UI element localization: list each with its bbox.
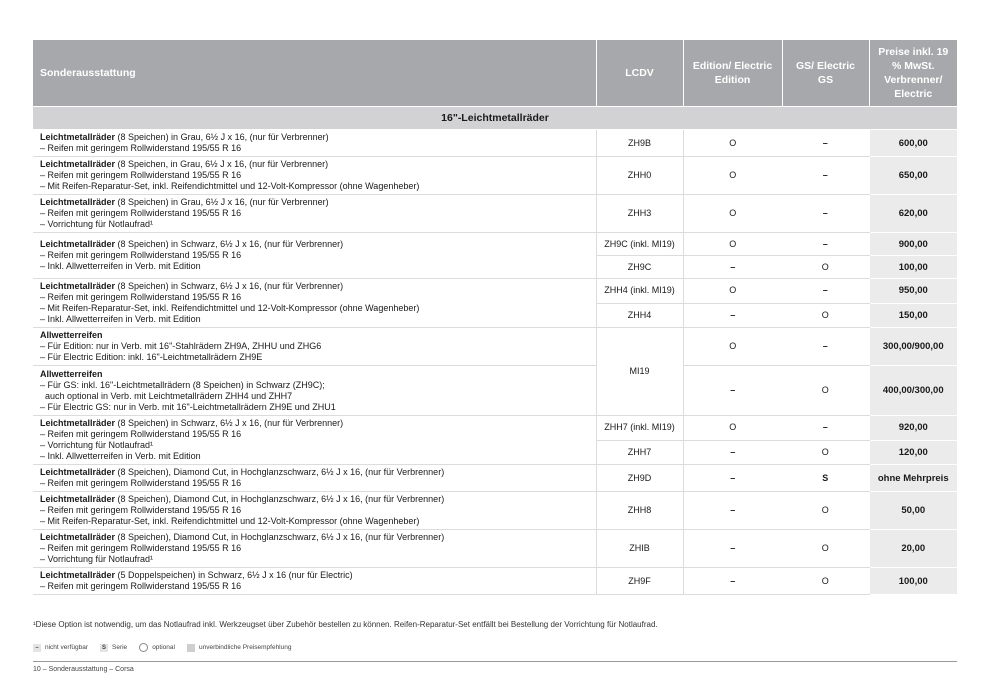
option-spec: (8 Speichen), Diamond Cut, in Hochglanzschwarz, 6½ J x 16, (nur für Verbrenner): [115, 467, 445, 477]
edition-availability: –: [683, 366, 782, 416]
legend-serie-symbol: S: [101, 644, 106, 651]
edition-availability: O: [683, 233, 782, 256]
gs-availability: –: [782, 279, 869, 304]
option-description: [33, 366, 596, 416]
option-detail-line: – Reifen mit geringem Rollwiderstand 195/55 R 16: [40, 429, 242, 439]
option-description: [33, 492, 596, 530]
header-lcdv: LCDV: [596, 40, 683, 107]
option-detail-line: – Für Electric GS: nur in Verb. mit 16"-Leichtmetallrädern ZH9E und ZHU1: [40, 401, 336, 412]
option-detail-line: – Reifen mit geringem Rollwiderstand 195/55 R 16: [40, 143, 242, 153]
option-description: [33, 233, 596, 279]
option-detail-line: – Inkl. Allwetterreifen in Verb. mit Edition: [40, 261, 201, 271]
price-table-sheet: [33, 40, 957, 595]
gs-availability: O: [782, 530, 869, 568]
gs-availability: –: [782, 328, 869, 366]
option-title: Leichtmetallräder: [40, 418, 116, 428]
table-row: [33, 492, 957, 530]
price-cell: 150,00: [869, 303, 957, 328]
option-description: [33, 130, 596, 157]
option-detail-line: – Mit Reifen-Reparatur-Set, inkl. Reifendichtmittel und 12-Volt-Kompressor (ohne Wagenheber): [40, 181, 420, 191]
legend-dash-symbol: –: [33, 644, 41, 652]
gs-availability: –: [782, 130, 869, 157]
lcdv-code: ZHH7 (inkl. MI19): [596, 416, 683, 441]
legend-price-label: unverbindliche Preisempfehlung: [198, 644, 292, 651]
option-detail-line: – Inkl. Allwetterreifen in Verb. mit Edition: [40, 314, 201, 324]
option-spec: (8 Speichen) in Schwarz, 6½ J x 16, (nur für Verbrenner): [115, 418, 344, 428]
option-spec: (8 Speichen, in Grau, 6½ J x 16, (nur für Verbrenner): [115, 159, 329, 169]
option-description: [33, 279, 596, 328]
lcdv-code: MI19: [596, 328, 683, 416]
option-spec: (8 Speichen) in Schwarz, 6½ J x 16, (nur für Verbrenner): [115, 239, 344, 249]
footnote: ¹Diese Option ist notwendig, um das Notlaufrad inkl. Werkzeugset über Zubehör bestellen zu können. Reifen-Reparatur-Set entfällt bei Bestellung der Vorrichtung für Notlaufrad.: [33, 620, 658, 629]
gs-availability: O: [782, 568, 869, 595]
price-cell: 620,00: [869, 195, 957, 233]
edition-availability: O: [683, 416, 782, 441]
price-cell: 950,00: [869, 279, 957, 304]
gs-availability: O: [782, 303, 869, 328]
option-detail-line: – Reifen mit geringem Rollwiderstand 195/55 R 16: [40, 292, 242, 302]
option-spec: (8 Speichen) in Grau, 6½ J x 16, (nur für Verbrenner): [115, 132, 329, 142]
option-detail-line: – Reifen mit geringem Rollwiderstand 195/55 R 16: [40, 543, 242, 553]
lcdv-code: ZHH8: [596, 492, 683, 530]
option-description: [33, 568, 596, 595]
table-row: [33, 157, 957, 195]
option-detail-line: – Inkl. Allwetterreifen in Verb. mit Edition: [40, 451, 201, 461]
options-price-table: [33, 40, 957, 595]
header-edition: Edition/ Electric Edition: [683, 40, 782, 107]
option-detail-line: – Vorrichtung für Notlaufrad¹: [40, 554, 154, 564]
option-spec: (5 Doppelspeichen) in Schwarz, 6½ J x 16 (nur für Electric): [115, 570, 353, 580]
section-title: 16"-Leichtmetallräder: [33, 107, 957, 130]
price-cell: ohne Mehrpreis: [869, 465, 957, 492]
option-description: [33, 465, 596, 492]
option-title: Allwetterreifen: [40, 330, 103, 340]
option-title: Leichtmetallräder: [40, 532, 116, 542]
gs-availability: –: [782, 195, 869, 233]
table-row: [33, 195, 957, 233]
lcdv-code: ZHH3: [596, 195, 683, 233]
option-title: Leichtmetallräder: [40, 281, 116, 291]
option-detail-line: – Mit Reifen-Reparatur-Set, inkl. Reifendichtmittel und 12-Volt-Kompressor (ohne Wagenheber): [40, 303, 420, 313]
edition-availability: –: [683, 492, 782, 530]
lcdv-code: ZH9D: [596, 465, 683, 492]
legend-optional: [139, 643, 175, 652]
edition-availability: –: [683, 465, 782, 492]
edition-availability: O: [683, 195, 782, 233]
edition-availability: O: [683, 130, 782, 157]
gs-availability: O: [782, 366, 869, 416]
lcdv-code: ZH9F: [596, 568, 683, 595]
legend-serie: [100, 644, 127, 652]
lcdv-code: ZHH4 (inkl. MI19): [596, 279, 683, 304]
price-cell: 900,00: [869, 233, 957, 256]
lcdv-code: ZHH4: [596, 303, 683, 328]
gs-availability: O: [782, 256, 869, 279]
option-spec: (8 Speichen) in Grau, 6½ J x 16, (nur für Verbrenner): [115, 197, 329, 207]
option-description: [33, 157, 596, 195]
price-cell: 920,00: [869, 416, 957, 441]
option-detail-line: – Für Edition: nur in Verb. mit 16"-Stahlrädern ZH9A, ZHHU und ZHG6: [40, 341, 322, 351]
edition-availability: O: [683, 328, 782, 366]
lcdv-code: ZH9B: [596, 130, 683, 157]
price-cell: 650,00: [869, 157, 957, 195]
page-footer: 10 – Sonderausstattung – Corsa: [33, 666, 134, 673]
option-detail-line: – Reifen mit geringem Rollwiderstand 195/55 R 16: [40, 170, 242, 180]
legend-price: [187, 644, 292, 652]
lcdv-code: ZHH0: [596, 157, 683, 195]
footer-divider: [33, 661, 957, 662]
gs-availability: S: [782, 465, 869, 492]
edition-availability: –: [683, 530, 782, 568]
price-cell: 20,00: [869, 530, 957, 568]
grey-square-icon: [187, 644, 195, 652]
option-title: Leichtmetallräder: [40, 239, 116, 249]
option-title: Leichtmetallräder: [40, 494, 116, 504]
gs-availability: O: [782, 492, 869, 530]
table-row: [33, 130, 957, 157]
option-detail-line: – Vorrichtung für Notlaufrad¹: [40, 219, 154, 229]
option-detail-line: – Reifen mit geringem Rollwiderstand 195/55 R 16: [40, 581, 242, 591]
option-detail-line: – Reifen mit geringem Rollwiderstand 195/55 R 16: [40, 478, 242, 488]
legend-not-available: [33, 644, 88, 652]
lcdv-code: ZHIB: [596, 530, 683, 568]
table-row: [33, 279, 957, 304]
option-spec: (8 Speichen) in Schwarz, 6½ J x 16, (nur für Verbrenner): [115, 281, 344, 291]
edition-availability: –: [683, 440, 782, 465]
section-row: [33, 107, 957, 130]
option-description: [33, 328, 596, 366]
header-gs: GS/ Electric GS: [782, 40, 869, 107]
table-row: [33, 530, 957, 568]
circle-icon: [139, 643, 148, 652]
lcdv-code: ZH9C (inkl. MI19): [596, 233, 683, 256]
legend: [33, 643, 303, 652]
price-cell: 300,00/900,00: [869, 328, 957, 366]
table-header-row: [33, 40, 957, 107]
table-row: [33, 328, 957, 366]
option-title: Leichtmetallräder: [40, 197, 116, 207]
gs-availability: –: [782, 416, 869, 441]
option-title: Leichtmetallräder: [40, 132, 116, 142]
option-title: Leichtmetallräder: [40, 570, 116, 580]
price-cell: 100,00: [869, 256, 957, 279]
gs-availability: O: [782, 440, 869, 465]
edition-availability: –: [683, 256, 782, 279]
price-cell: 400,00/300,00: [869, 366, 957, 416]
option-detail-line: – Für Electric Edition: inkl. 16"-Leichtmetallrädern ZH9E: [40, 352, 263, 362]
option-title: Leichtmetallräder: [40, 159, 116, 169]
option-description: [33, 416, 596, 465]
table-row: [33, 233, 957, 256]
edition-availability: O: [683, 279, 782, 304]
gs-availability: –: [782, 157, 869, 195]
option-detail-line: – Reifen mit geringem Rollwiderstand 195/55 R 16: [40, 208, 242, 218]
option-description: [33, 195, 596, 233]
header-sonderausstattung: Sonderausstattung: [33, 40, 596, 107]
table-row: [33, 465, 957, 492]
legend-optional-label: optional: [152, 644, 175, 651]
table-row: [33, 366, 957, 416]
option-title: Allwetterreifen: [40, 368, 103, 379]
edition-availability: O: [683, 157, 782, 195]
option-detail-line: – Mit Reifen-Reparatur-Set, inkl. Reifendichtmittel und 12-Volt-Kompressor (ohne Wagenheber): [40, 516, 420, 526]
header-price: Preise inkl. 19 % MwSt. Verbrenner/ Electric: [869, 40, 957, 107]
option-title: Leichtmetallräder: [40, 467, 116, 477]
option-description: [33, 530, 596, 568]
price-cell: 100,00: [869, 568, 957, 595]
gs-availability: –: [782, 233, 869, 256]
option-detail-line: auch optional in Verb. mit Leichtmetallrädern ZHH4 und ZHH7: [40, 390, 293, 401]
table-row: [33, 416, 957, 441]
option-detail-line: – Reifen mit geringem Rollwiderstand 195/55 R 16: [40, 505, 242, 515]
option-detail-line: – Für GS: inkl. 16"-Leichtmetallrädern (8 Speichen) in Schwarz (ZH9C);: [40, 379, 325, 390]
lcdv-code: ZH9C: [596, 256, 683, 279]
option-spec: (8 Speichen), Diamond Cut, in Hochglanzschwarz, 6½ J x 16, (nur für Verbrenner): [115, 532, 445, 542]
price-cell: 50,00: [869, 492, 957, 530]
price-cell: 120,00: [869, 440, 957, 465]
legend-serie-label: Serie: [112, 644, 128, 651]
price-cell: 600,00: [869, 130, 957, 157]
lcdv-code: ZHH7: [596, 440, 683, 465]
option-detail-line: – Reifen mit geringem Rollwiderstand 195/55 R 16: [40, 250, 242, 260]
option-detail-line: – Vorrichtung für Notlaufrad¹: [40, 440, 154, 450]
option-spec: (8 Speichen), Diamond Cut, in Hochglanzschwarz, 6½ J x 16, (nur für Verbrenner): [115, 494, 445, 504]
edition-availability: –: [683, 568, 782, 595]
edition-availability: –: [683, 303, 782, 328]
table-row: [33, 568, 957, 595]
legend-not-available-label: nicht verfügbar: [45, 644, 88, 651]
